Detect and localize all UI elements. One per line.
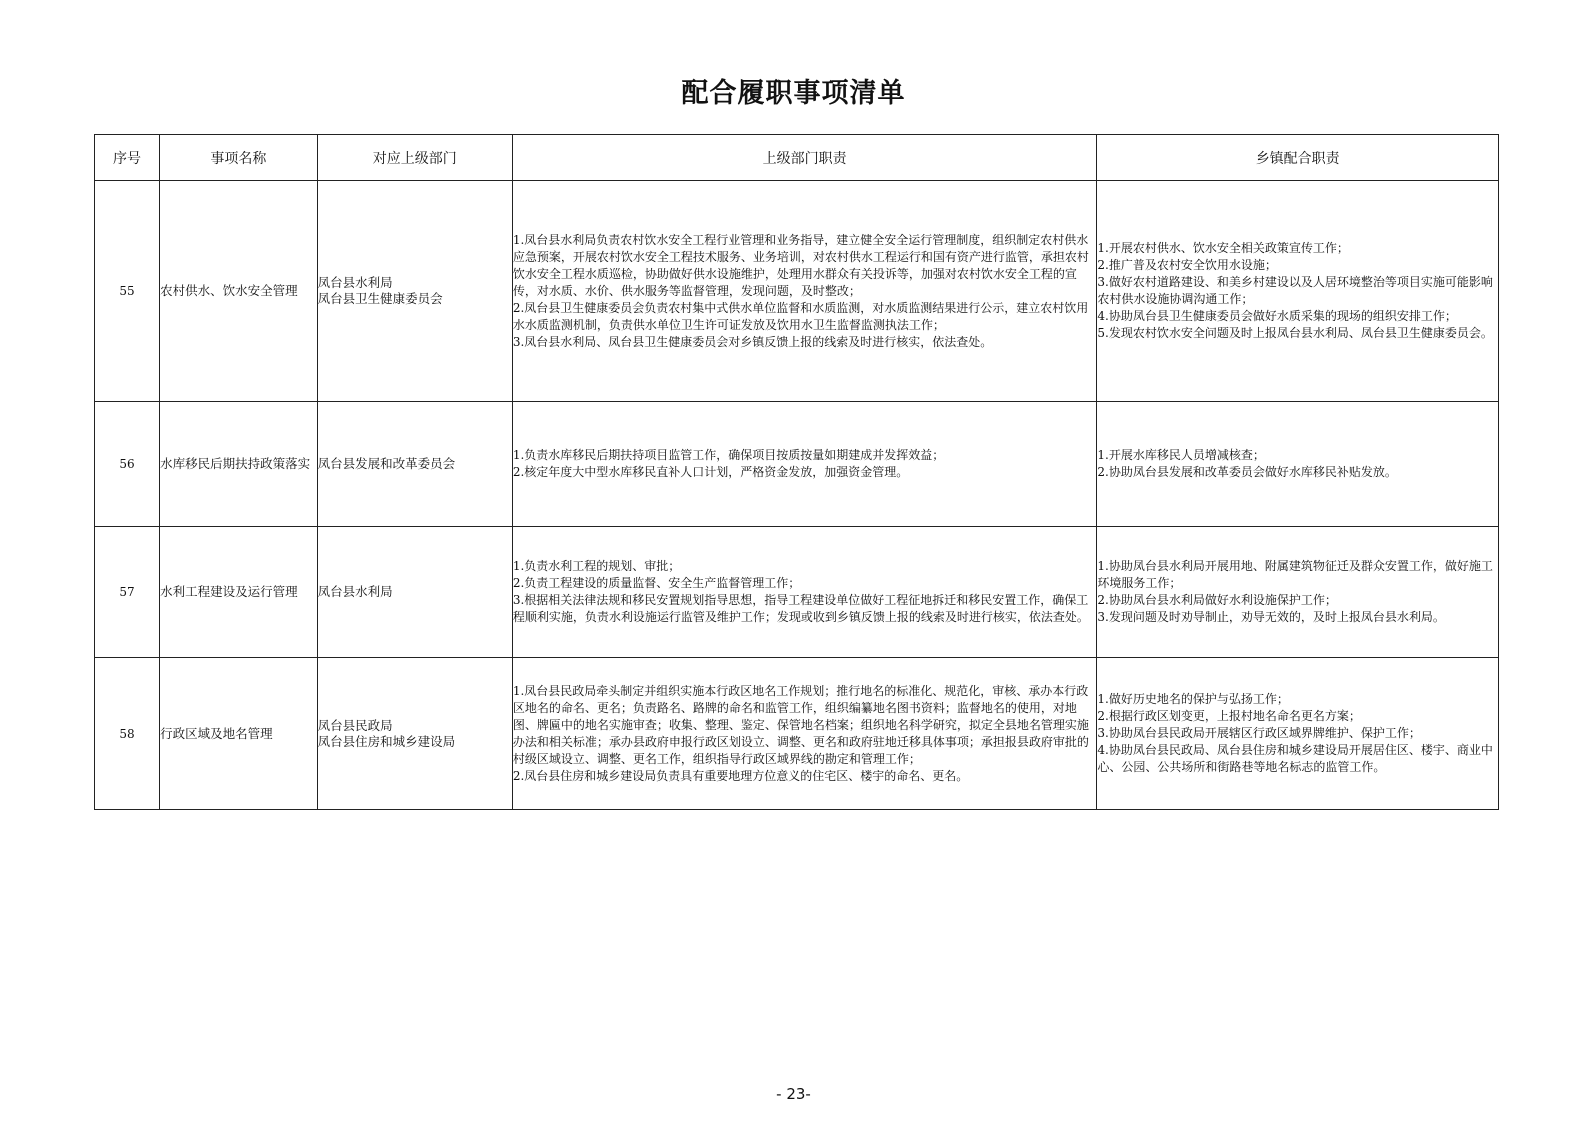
coop-line: 1.做好历史地名的保护与弘扬工作； bbox=[1097, 692, 1289, 706]
coop-line: 1.协助凤台县水利局开展用地、附属建筑物征迁及群众安置工作，做好施工环境服务工作； bbox=[1097, 559, 1493, 590]
row-town-duty bbox=[1097, 658, 1499, 810]
header-dept-duty: 上级部门职责 bbox=[512, 135, 1097, 181]
dept-line: 凤台县发展和改革委员会 bbox=[317, 456, 456, 471]
header-dept: 对应上级部门 bbox=[317, 135, 512, 181]
row-dept bbox=[317, 527, 512, 658]
row-dept-duty bbox=[512, 181, 1097, 402]
duty-table bbox=[94, 134, 1499, 810]
coop-line: 4.协助凤台县民政局、凤台县住房和城乡建设局开展居住区、楼宇、商业中心、公园、公共场所和街路巷等地名标志的监管工作。 bbox=[1097, 743, 1493, 774]
row-dept-duty bbox=[512, 527, 1097, 658]
coop-line: 2.协助凤台县发展和改革委员会做好水库移民补贴发放。 bbox=[1097, 465, 1397, 479]
row-dept-duty bbox=[512, 658, 1097, 810]
table-row bbox=[95, 402, 1499, 527]
page-number: - 23- bbox=[776, 1085, 811, 1103]
page-title: 配合履职事项清单 bbox=[681, 78, 906, 109]
coop-line: 2.根据行政区划变更，上报村地名命名更名方案； bbox=[1097, 709, 1361, 723]
row-dept bbox=[317, 658, 512, 810]
duty-line: 1.负责水库移民后期扶持项目监管工作，确保项目按质按量如期建成并发挥效益； bbox=[512, 448, 945, 462]
header-town-duty: 乡镇配合职责 bbox=[1097, 135, 1499, 181]
coop-line: 5.发现农村饮水安全问题及时上报凤台县水利局、凤台县卫生健康委员会。 bbox=[1097, 326, 1493, 340]
row-town-duty bbox=[1097, 402, 1499, 527]
duty-line: 2.凤台县住房和城乡建设局负责具有重要地理方位意义的住宅区、楼宇的命名、更名。 bbox=[512, 768, 969, 783]
row-dept bbox=[317, 181, 512, 402]
duty-line: 3.根据相关法律法规和移民安置规划指导思想，指导工程建设单位做好工程征地拆迁和移民安置工作，确保工程顺利实施，负责水利设施运行监管及维护工作；发现或收到乡镇反馈上报的线索及时进行核实，依法查处。 bbox=[512, 593, 1089, 624]
duty-line: 1.负责水利工程的规划、审批； bbox=[512, 559, 681, 573]
row-seq: 56 bbox=[95, 402, 160, 527]
coop-line: 3.协助凤台县民政局开展辖区行政区域界牌维护、保护工作； bbox=[1097, 726, 1421, 740]
dept-line: 凤台县卫生健康委员会 bbox=[317, 291, 443, 306]
row-town-duty bbox=[1097, 181, 1499, 402]
dept-line: 凤台县水利局 bbox=[317, 584, 393, 599]
table-row bbox=[95, 658, 1499, 810]
dept-line: 凤台县水利局 bbox=[317, 275, 393, 290]
duty-line: 2.负责工程建设的质量监督、安全生产监督管理工作； bbox=[512, 576, 801, 590]
duty-line: 2.凤台县卫生健康委员会负责农村集中式供水单位监督和水质监测，对水质监测结果进行公示，建立农村饮用水水质监测机制，负责供水单位卫生许可证发放及饮用水卫生监督监测执法工作； bbox=[512, 300, 1089, 332]
row-item-name: 水利工程建设及运行管理 bbox=[160, 527, 318, 658]
row-seq: 58 bbox=[95, 658, 160, 810]
coop-line: 2.推广普及农村安全饮用水设施； bbox=[1097, 258, 1277, 272]
header-item-name: 事项名称 bbox=[160, 135, 318, 181]
table-row bbox=[95, 181, 1499, 402]
table-header-row bbox=[95, 135, 1499, 181]
row-seq: 57 bbox=[95, 527, 160, 658]
row-item-name: 水库移民后期扶持政策落实 bbox=[160, 402, 318, 527]
row-dept bbox=[317, 402, 512, 527]
coop-line: 4.协助凤台县卫生健康委员会做好水质采集的现场的组织安排工作； bbox=[1097, 309, 1457, 323]
duty-line: 1.凤台县民政局牵头制定并组织实施本行政区地名工作规划；推行地名的标准化、规范化，审核、承办本行政区地名的命名、更名；负责路名、路牌的命名和监管工作，组织编纂地名图书资料；监督地名的使用，对地图、牌匾中的地名实施审查；收集、整理、鉴定、保管地名档案；组织地名科学研究，拟定全县地名管理实施办法和相关标准；承办县政府申报行政区划设立、调整、更名和政府驻地迁移具体事项；承担报县政府审批的村级区域设立、调整、更名工作，组织指导行政区域界线的勘定和管理工作； bbox=[512, 683, 1089, 766]
header-seq: 序号 bbox=[95, 135, 160, 181]
coop-line: 3.发现问题及时劝导制止，劝导无效的，及时上报凤台县水利局。 bbox=[1097, 610, 1445, 624]
dept-line: 凤台县民政局 bbox=[317, 717, 393, 733]
dept-line: 凤台县住房和城乡建设局 bbox=[317, 733, 456, 749]
coop-line: 3.做好农村道路建设、和美乡村建设以及人居环境整治等项目实施可能影响农村供水设施协调沟通工作； bbox=[1097, 275, 1493, 306]
row-town-duty bbox=[1097, 527, 1499, 658]
coop-line: 2.协助凤台县水利局做好水利设施保护工作； bbox=[1097, 593, 1337, 607]
duty-line: 2.核定年度大中型水库移民直补人口计划，严格资金发放，加强资金管理。 bbox=[512, 465, 909, 479]
row-seq: 55 bbox=[95, 181, 160, 402]
row-item-name: 行政区域及地名管理 bbox=[160, 658, 318, 810]
row-dept-duty bbox=[512, 402, 1097, 527]
coop-line: 1.开展水库移民人员增减核查； bbox=[1097, 448, 1265, 462]
coop-line: 1.开展农村供水、饮水安全相关政策宣传工作； bbox=[1097, 241, 1349, 255]
table-row bbox=[95, 527, 1499, 658]
row-item-name: 农村供水、饮水安全管理 bbox=[160, 181, 318, 402]
duty-line: 1.凤台县水利局负责农村饮水安全工程行业管理和业务指导，建立健全安全运行管理制度，组织制定农村供水应急预案，开展农村饮水安全工程技术服务、业务培训，对农村供水工程运行和国有资产进行监管，承担农村饮水安全工程水质巡检，协助做好供水设施维护，处理用水群众有关投诉等，加强对农村饮水安全工程的宣传，对水质、水价、供水服务等监督管理，发现问题，及时整改； bbox=[512, 232, 1089, 298]
duty-line: 3.凤台县水利局、凤台县卫生健康委员会对乡镇反馈上报的线索及时进行核实，依法查处。 bbox=[512, 334, 993, 349]
